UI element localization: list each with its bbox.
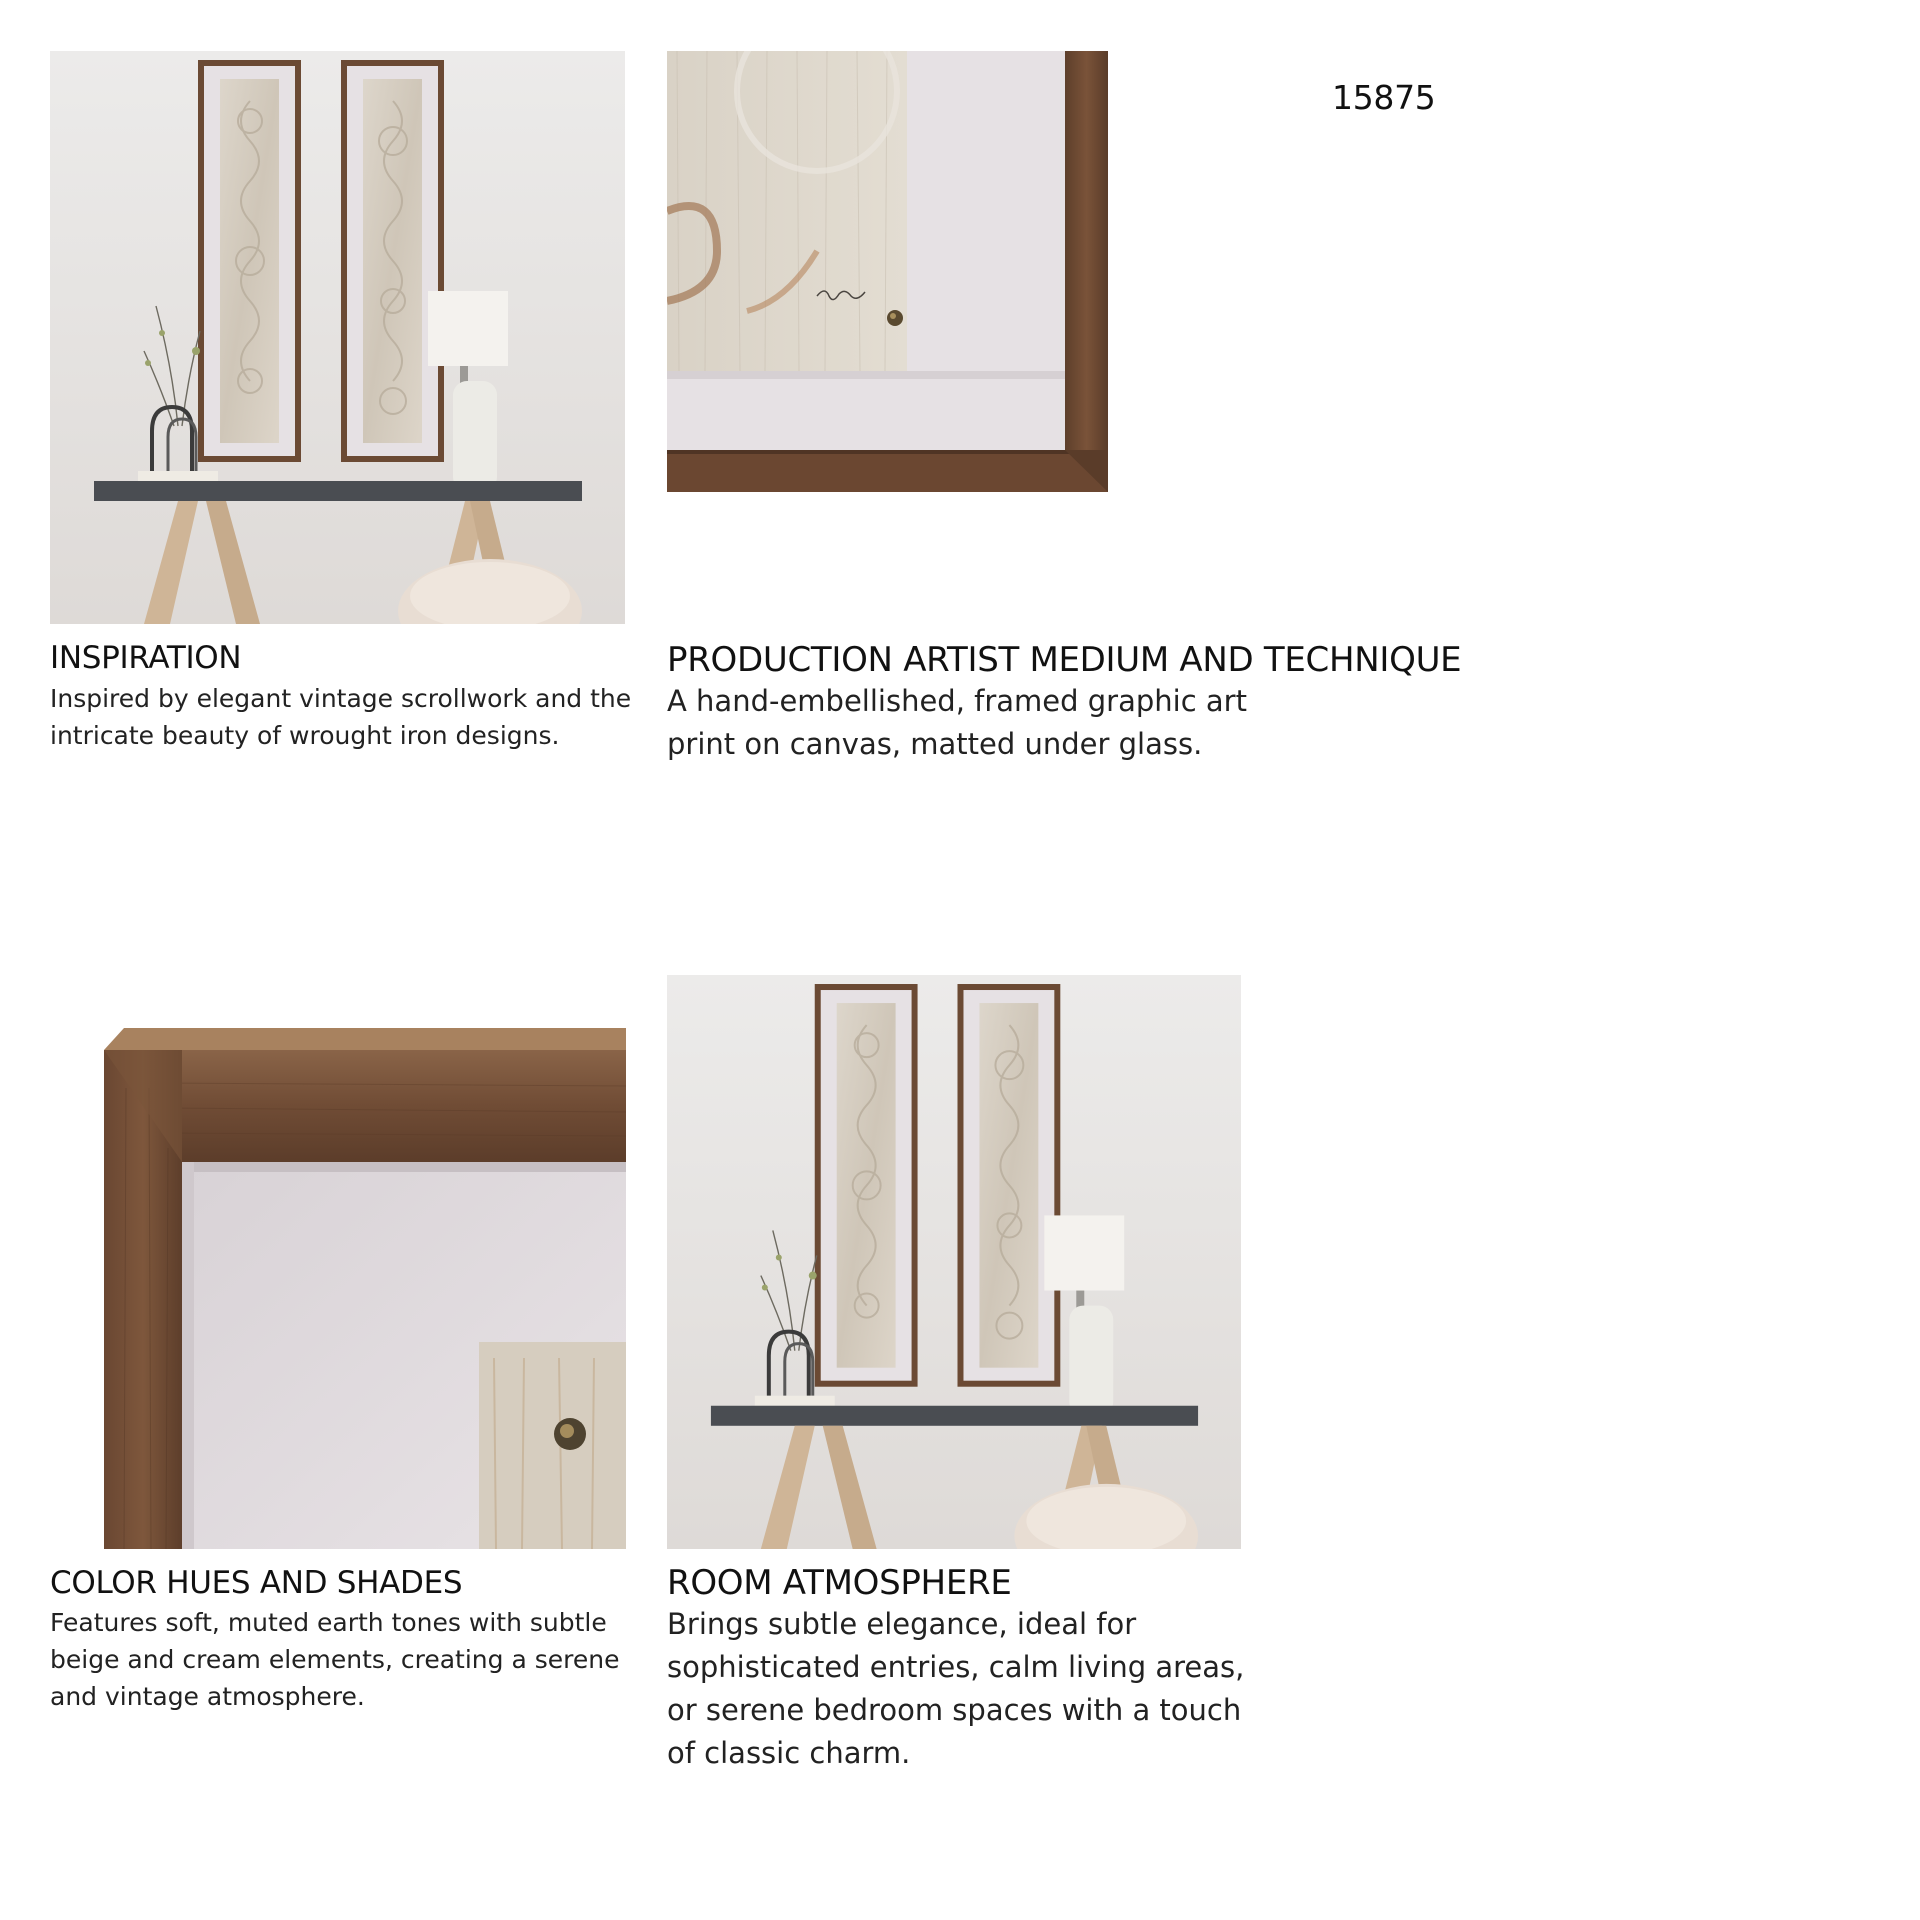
medium-technique-heading: PRODUCTION ARTIST MEDIUM AND TECHNIQUE: [667, 640, 1462, 680]
product-sku: 15875: [1332, 78, 1436, 117]
color-hues-photo: [104, 1028, 626, 1549]
vignette-scene-illustration: [667, 975, 1241, 1549]
wood-frame-corner-illustration: [104, 1028, 626, 1549]
room-atmosphere-photo: [667, 975, 1241, 1549]
vignette-scene-illustration: [50, 51, 625, 624]
room-atmosphere-heading: ROOM ATMOSPHERE: [667, 1563, 1012, 1603]
print-corner-closeup-illustration: [667, 51, 1108, 492]
inspiration-text: Inspired by elegant vintage scrollwork and the intricate beauty of wrought iron designs.: [50, 684, 632, 750]
inspiration-photo: [50, 51, 625, 624]
medium-technique-photo: [667, 51, 1108, 492]
inspiration-heading: INSPIRATION: [50, 640, 242, 676]
color-hues-text: Features soft, muted earth tones with subtle beige and cream elements, creating a serene and vintage atmosphere.: [50, 1608, 620, 1711]
medium-technique-text: A hand-embellished, framed graphic art print on canvas, matted under glass.: [667, 684, 1247, 761]
color-hues-heading: COLOR HUES AND SHADES: [50, 1565, 463, 1601]
room-atmosphere-text: Brings subtle elegance, ideal for sophisticated entries, calm living areas, or serene bedroom spaces with a touch of classic charm.: [667, 1607, 1245, 1770]
